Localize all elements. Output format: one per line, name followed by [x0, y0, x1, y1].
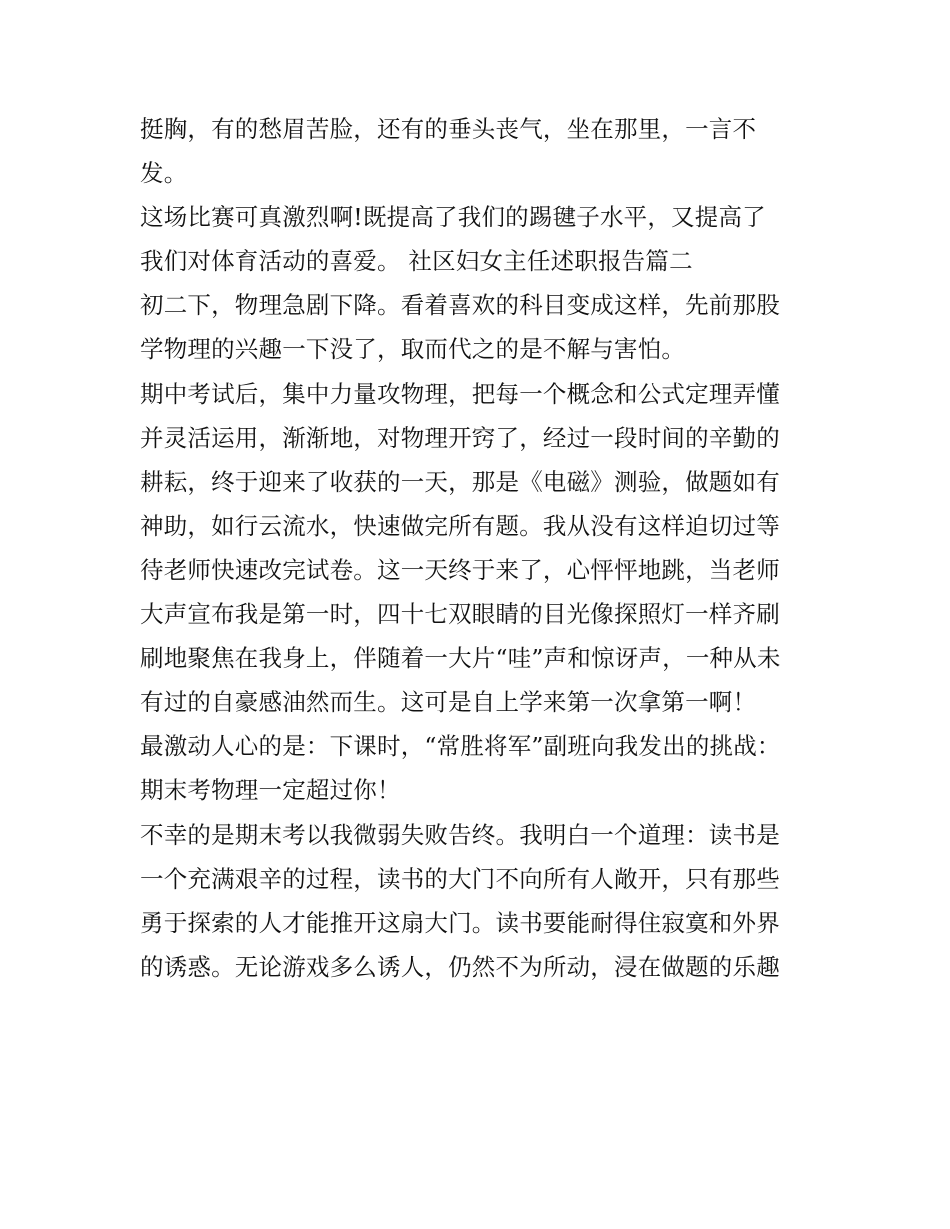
text-line: 勇于探索的人才能推开这扇大门。读书要能耐得住寂寞和外界 — [140, 908, 780, 937]
text-line: 期中考试后，集中力量攻物理，把每一个概念和公式定理弄懂 — [140, 379, 780, 408]
text-line: 的诱惑。无论游戏多么诱人，仍然不为所动，浸在做题的乐趣 — [140, 952, 780, 981]
text-line: 期末考物理一定超过你！ — [140, 776, 401, 805]
text-line: 挺胸，有的愁眉苦脸，还有的垂头丧气，坐在那里，一言不 — [140, 115, 757, 143]
text-line: 一个充满艰辛的过程，读书的大门不向所有人敞开，只有那些 — [140, 864, 780, 893]
body-text — [140, 107, 820, 989]
text-line: 有过的自豪感油然而生。这可是自上学来第一次拿第一啊！ — [140, 688, 757, 717]
text-line: 初二下，物理急剧下降。看着喜欢的科目变成这样，先前那股 — [140, 291, 780, 320]
text-line: 发。 — [140, 159, 188, 188]
text-line: 我们对体育活动的喜爱。 社区妇女主任述职报告篇二 — [140, 247, 693, 276]
text-line: 并灵活运用，渐渐地，对物理开窍了，经过一段时间的辛勤的 — [140, 423, 780, 452]
text-line: 耕耘，终于迎来了收获的一天，那是《电磁》测验，做题如有 — [140, 467, 780, 496]
text-line: 这场比赛可真激烈啊!既提高了我们的踢毽子水平，又提高了 — [140, 203, 766, 232]
text-line: 待老师快速改完试卷。这一天终于来了，心怦怦地跳，当老师 — [140, 555, 780, 584]
text-line: 最激动人心的是：下课时，“常胜将军”副班向我发出的挑战： — [140, 732, 781, 761]
text-line: 学物理的兴趣一下没了，取而代之的是不解与害怕。 — [140, 335, 686, 364]
text-line: 神助，如行云流水，快速做完所有题。我从没有这样迫切过等 — [140, 511, 780, 540]
text-line: 不幸的是期末考以我微弱失败告终。我明白一个道理：读书是 — [140, 820, 780, 849]
text-line: 刷地聚焦在我身上，伴随着一大片“哇”声和惊讶声，一种从未 — [140, 644, 781, 673]
text-line: 大声宣布我是第一时，四十七双眼睛的目光像探照灯一样齐刷 — [140, 600, 780, 629]
